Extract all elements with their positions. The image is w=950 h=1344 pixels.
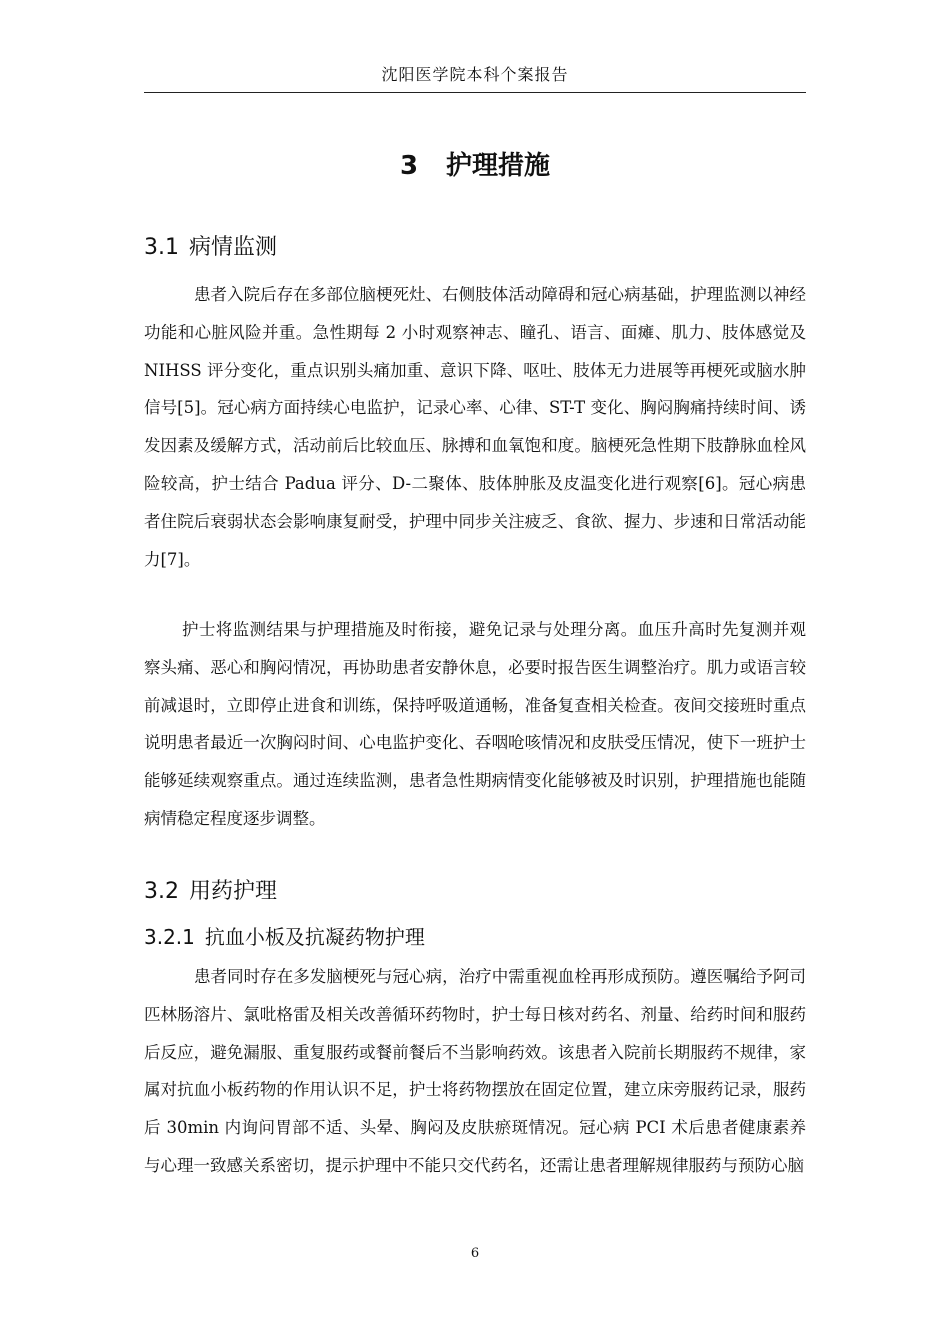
section-heading-3-2 xyxy=(144,876,277,908)
section-title: 用药护理 xyxy=(189,879,278,904)
running-header xyxy=(144,62,806,93)
subsection-title: 抗血小板及抗凝药物护理 xyxy=(204,925,425,949)
section-heading-3-1 xyxy=(144,232,277,264)
paragraph-monitoring-2: 护士将监测结果与护理措施及时衔接，避免记录与处理分离。血压升高时先复测并观察头痛、恶心和胸闷情况，再协助患者安静休息，必要时报告医生调整治疗。肌力或语言较前减退时，立即停止进食和训练，保持呼吸道通畅，准备复查相关检查。夜间交接班时重点说明患者最近一次胸闷时间、心电监护变化、吞咽呛咳情况和皮肤受压情况，使下一班护士能够延续观察重点。通过连续监测，患者急性期病情变化能够被及时识别，护理措施也能随病情稳定程度逐步调整。 xyxy=(144,620,806,828)
chapter-number: 3 xyxy=(399,151,419,181)
page-number: 6 xyxy=(470,1246,480,1261)
subsection-number: 3.2.1 xyxy=(144,925,195,949)
section-number: 3.1 xyxy=(144,235,179,260)
chapter-title xyxy=(0,146,950,186)
section-number: 3.2 xyxy=(144,879,179,904)
chapter-title-text: 护理措施 xyxy=(446,151,551,181)
subsection-heading-3-2-1 xyxy=(144,922,425,952)
section-title: 病情监测 xyxy=(189,235,278,260)
header-title: 沈阳医学院本科个案报告 xyxy=(381,65,569,84)
paragraph-medication-1: 患者同时存在多发脑梗死与冠心病，治疗中需重视血栓再形成预防。遵医嘱给予阿司匹林肠溶片、氯吡格雷及相关改善循环药物时，护士每日核对药名、剂量、给药时间和服药后反应，避免漏服、重复服药或餐前餐后不当影响药效。该患者入院前长期服药不规律，家属对抗血小板药物的作用认识不足，护士将药物摆放在固定位置，建立床旁服药记录，服药后 30min 内询问胃部不适、头晕、胸闷及皮肤瘀斑情况。冠心病 PCI 术后患者健康素养与心理一致感关系密切，提示护理中不能只交代药名，还需让患者理解规律服药与预防心脑 xyxy=(144,967,806,1175)
paragraph-monitoring-1: 患者入院后存在多部位脑梗死灶、右侧肢体活动障碍和冠心病基础，护理监测以神经功能和心脏风险并重。急性期每 2 小时观察神志、瞳孔、语言、面瘫、肌力、肢体感觉及 NIHSS 评分变化，重点识别头痛加重、意识下降、呕吐、肢体无力进展等再梗死或脑水肿信号[5]。冠心病方面持续心电监护，记录心率、心律、ST-T 变化、胸闷胸痛持续时间、诱发因素及缓解方式，活动前后比较血压、脉搏和血氧饱和度。脑梗死急性期下肢静脉血栓风险较高，护士结合 Padua 评分、D-二聚体、肢体肿胀及皮温变化进行观察[6]。冠心病患者住院后衰弱状态会影响康复耐受，护理中同步关注疲乏、食欲、握力、步速和日常活动能力[7]。 xyxy=(144,285,806,569)
